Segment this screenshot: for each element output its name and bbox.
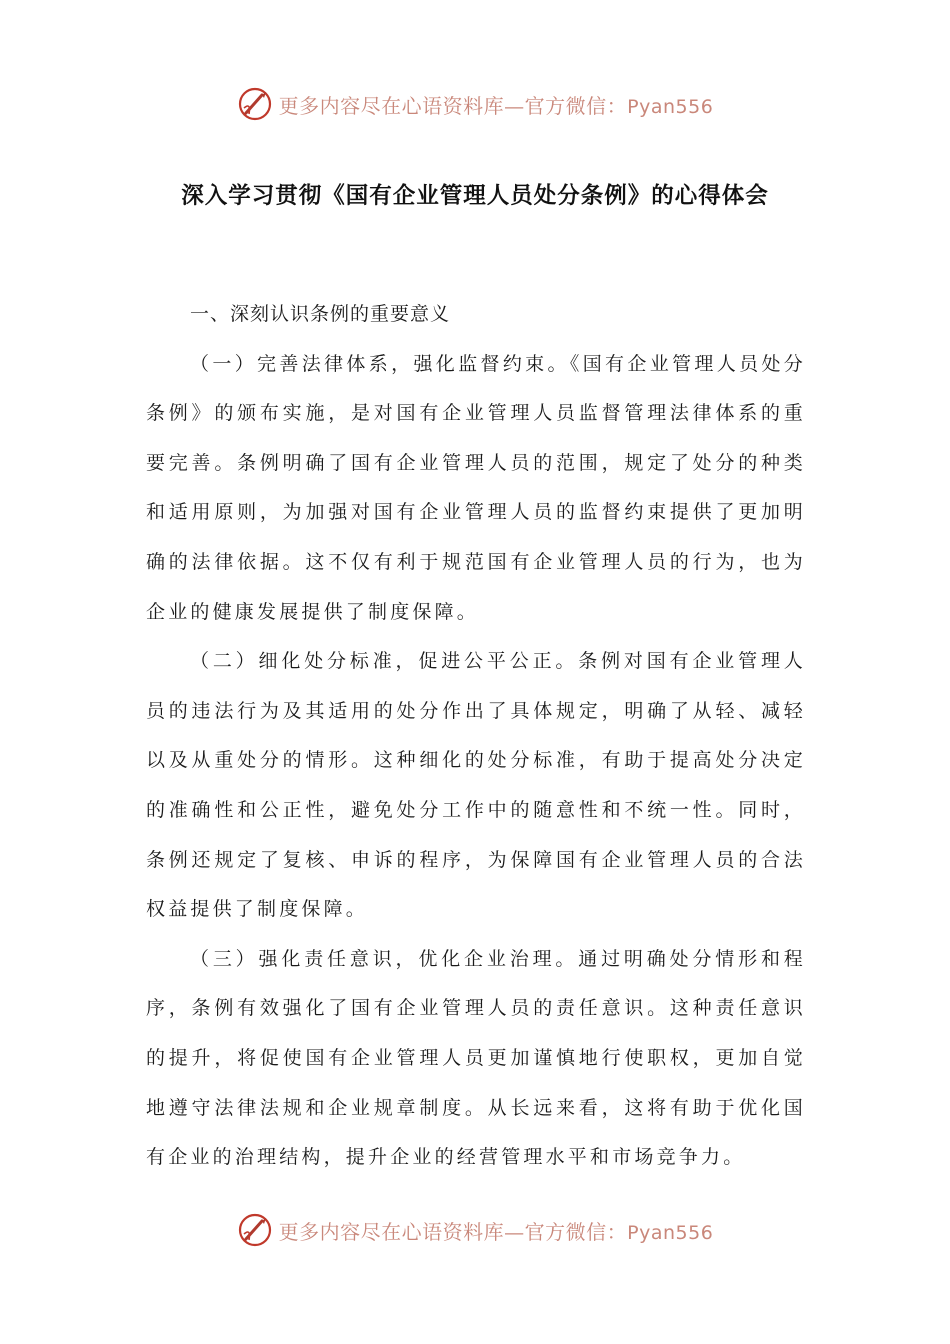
quill-pen-logo-icon [237, 1212, 273, 1248]
banner-prefix: 更多内容尽在心语资料库 [278, 93, 505, 118]
header-watermark-banner [0, 82, 950, 126]
banner-suffix: 官方微信： [524, 1219, 628, 1244]
document-body [146, 290, 806, 1183]
banner-dash: — [504, 1219, 525, 1244]
banner-prefix: 更多内容尽在心语资料库 [278, 1219, 505, 1244]
banner-dash: — [504, 93, 525, 118]
banner-contact: Pyan556 [627, 1221, 714, 1244]
section-heading: 一、深刻认识条例的重要意义 [190, 303, 451, 325]
banner-contact: Pyan556 [627, 95, 714, 118]
paragraph-1: （一）完善法律体系，强化监督约束。《国有企业管理人员处分条例》的颁布实施，是对国有企业管理人员监督管理法律体系的重要完善。条例明确了国有企业管理人员的范围，规定了处分的种类和适用原则，为加强对国有企业管理人员的监督约束提供了更加明确的法律依据。这不仅有利于规范国有企业管理人员的行为，也为企业的健康发展提供了制度保障。 [146, 352, 806, 623]
paragraph-2: （二）细化处分标准，促进公平公正。条例对国有企业管理人员的违法行为及其适用的处分作出了具体规定，明确了从轻、减轻以及从重处分的情形。这种细化的处分标准，有助于提高处分决定的准确性和公正性，避免处分工作中的随意性和不统一性。同时，条例还规定了复核、申诉的程序，为保障国有企业管理人员的合法权益提供了制度保障。 [146, 650, 806, 921]
banner-suffix: 官方微信： [524, 93, 628, 118]
banner-text [279, 90, 714, 119]
quill-pen-logo-icon [237, 86, 273, 122]
banner-text [279, 1216, 714, 1245]
footer-watermark-banner [0, 1208, 950, 1252]
paragraph-3: （三）强化责任意识，优化企业治理。通过明确处分情形和程序，条例有效强化了国有企业管理人员的责任意识。这种责任意识的提升，将促使国有企业管理人员更加谨慎地行使职权，更加自觉地遵守法律法规和企业规章制度。从长远来看，这将有助于优化国有企业的治理结构，提升企业的经营管理水平和市场竞争力。 [146, 947, 806, 1169]
document-title: 深入学习贯彻《国有企业管理人员处分条例》的心得体会 [181, 183, 769, 209]
